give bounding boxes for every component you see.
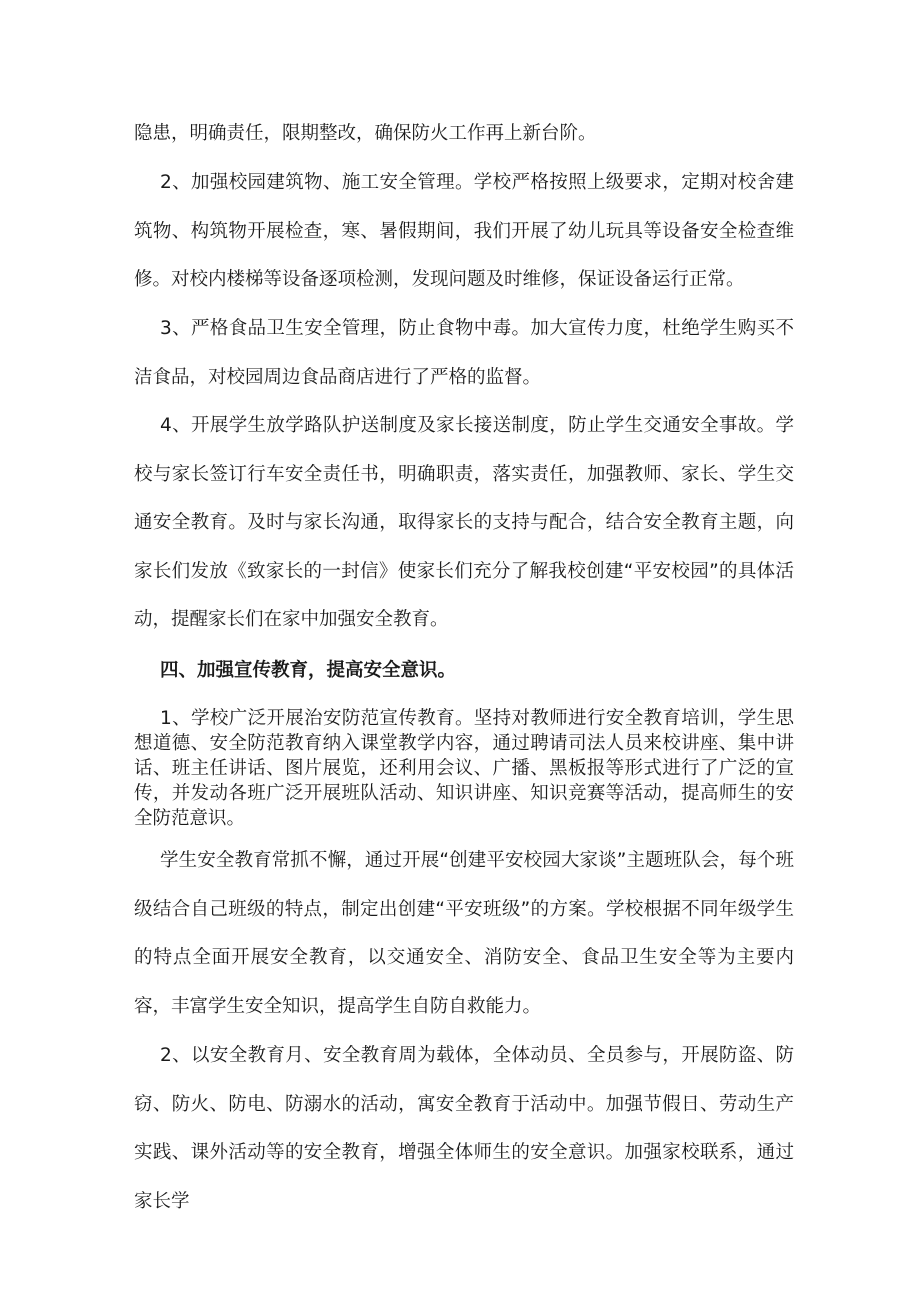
section-heading-publicity: 四、加强宣传教育，提高安全意识。 — [160, 660, 457, 681]
paragraph-building-safety: 2、加强校园建筑物、施工安全管理。学校严格按照上级要求，定期对校舍建筑物、构筑物开展检查，寒、暑假期间，我们开展了幼儿玩具等设备安全检查维修。对校内楼梯等设备逐项检测，发现问题及时维修，保证设备运行正常。 — [134, 172, 794, 291]
paragraph-traffic-safety: 4、开展学生放学路队护送制度及家长接送制度，防止学生交通安全事故。学校与家长签订行车安全责任书，明确职责，落实责任，加强教师、家长、学生交通安全教育。及时与家长沟通，取得家长的支持与配合，结合安全教育主题，向家长们发放《致家长的一封信》使家长们充分了解我校创建“平安校园”的具体活动，提醒家长们在家中加强安全教育。 — [134, 415, 794, 631]
paragraph-publicity-education: 1、学校广泛开展治安防范宣传教育。坚持对教师进行安全教育培训，学生思想道德、安全防范教育纳入课堂教学内容，通过聘请司法人员来校讲座、集中讲话、班主任讲话、图片展览，还利用会议、广播、黑板报等形式进行了广泛的宣传，并发动各班广泛开展班队活动、知识讲座、知识竞赛等活动，提高师生的安全防范意识。 — [134, 708, 794, 829]
paragraph-continuation: 隐患，明确责任，限期整改，确保防火工作再上新台阶。 — [134, 123, 597, 144]
paragraph-safety-month: 2、以安全教育月、安全教育周为载体，全体动员、全员参与，开展防盗、防窃、防火、防电、防溺水的活动，寓安全教育于活动中。加强节假日、劳动生产实践、课外活动等的安全教育，增强全体师生的安全意识。加强家校联系，通过家长学 — [134, 1045, 794, 1212]
paragraph-food-safety: 3、严格食品卫生安全管理，防止食物中毒。加大宣传力度，杜绝学生购买不洁食品，对校园周边食品商店进行了严格的监督。 — [134, 318, 794, 388]
paragraph-class-activities: 学生安全教育常抓不懈，通过开展“创建平安校园大家谈”主题班队会，每个班级结合自己班级的特点，制定出创建“平安班级”的方案。学校根据不同年级学生的特点全面开展安全教育，以交通安全、消防安全、食品卫生安全等为主要内容，丰富学生安全知识，提高学生自防自救能力。 — [134, 850, 794, 1017]
